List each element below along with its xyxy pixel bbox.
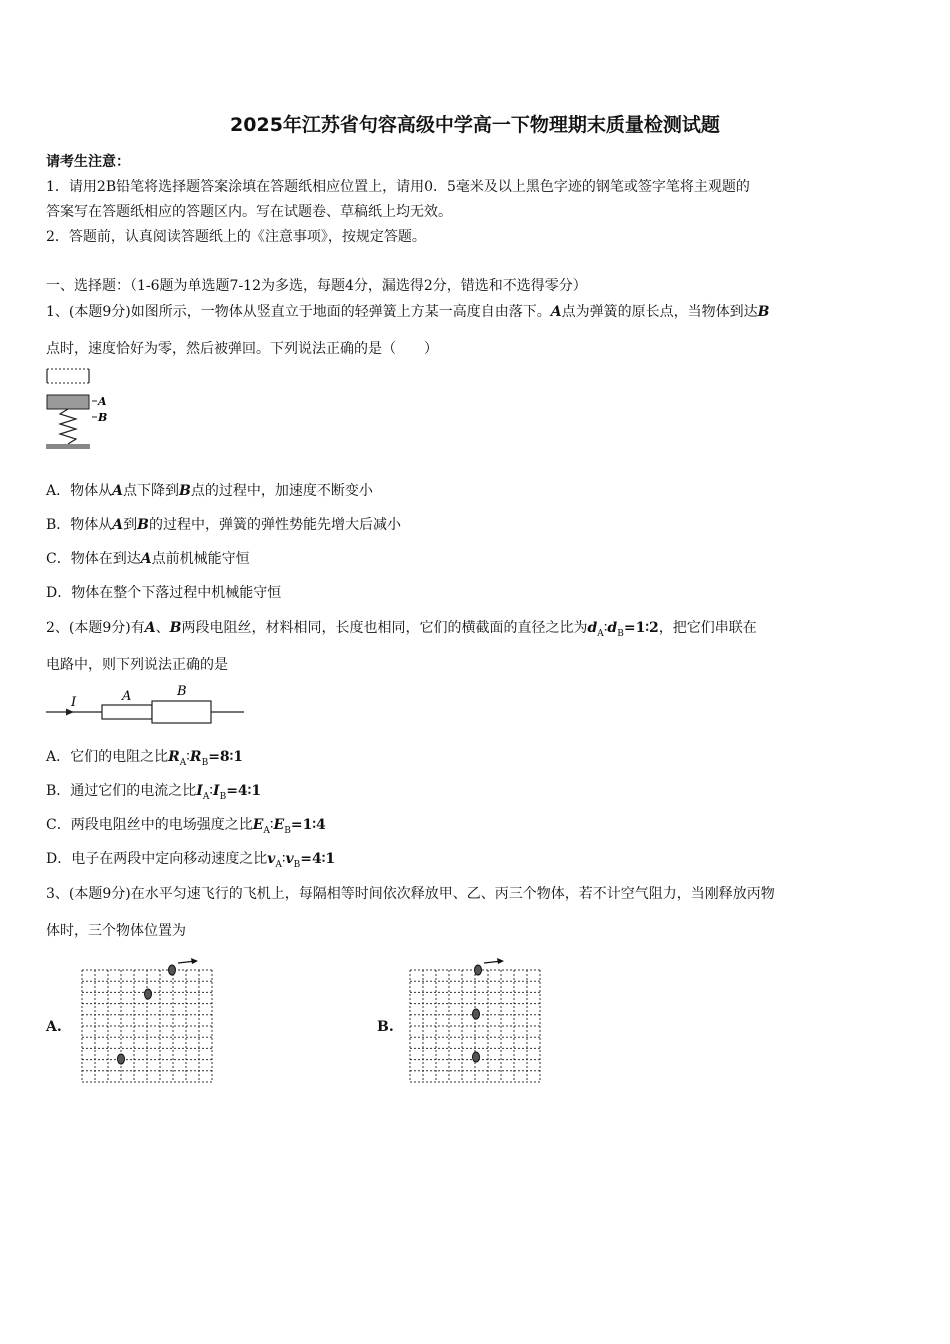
q1-spring-figure bbox=[44, 366, 124, 456]
q3-option-a-label[interactable]: A. bbox=[46, 1019, 62, 1035]
object-bing bbox=[118, 1054, 125, 1064]
object-jia bbox=[475, 965, 482, 975]
q3-figure-b bbox=[408, 956, 544, 1086]
notice-line-2: 2．答题前，认真阅读答题纸上的《注意事项》，按规定答题。 bbox=[46, 229, 426, 245]
q1-option-c[interactable]: C．物体在到达A点前机械能守恒 bbox=[46, 551, 250, 567]
q2-option-b[interactable]: B．通过它们的电流之比$I_A∶I_B=4∶1$ bbox=[46, 783, 262, 802]
q1-point-a: A bbox=[550, 304, 562, 320]
page-title: 2025年江苏省句容高级中学高一下物理期末质量检测试题 bbox=[230, 114, 720, 136]
q3-figure-a bbox=[80, 956, 216, 1086]
q3-stem-b: 体时，三个物体位置为 bbox=[46, 923, 186, 939]
spring bbox=[60, 409, 76, 444]
object-bing bbox=[473, 1052, 480, 1062]
fig-current-label: I bbox=[71, 695, 77, 710]
q3-option-b-label[interactable]: B. bbox=[377, 1019, 394, 1035]
q1-stem-b: 点为弹簧的原长点，当物体到达 bbox=[561, 304, 758, 320]
resistor-b bbox=[152, 701, 211, 723]
q1-stem-c: 点时，速度恰好为零，然后被弹回。下列说法正确的是（ ） bbox=[46, 341, 438, 357]
q1-option-b[interactable]: B．物体从A到B的过程中，弹簧的弹性势能先增大后减小 bbox=[46, 517, 402, 533]
q3-stem-a: 3、(本题9分)在水平匀速飞行的飞机上，每隔相等时间依次释放甲、乙、丙三个物体，若不计空气阻力，当刚释放丙物 bbox=[46, 886, 775, 902]
q2-option-d[interactable]: D．电子在两段中定向移动速度之比$v_A∶v_B=4∶1$ bbox=[46, 851, 336, 870]
q2-stem-d: 电路中，则下列说法正确的是 bbox=[46, 657, 228, 673]
q1-point-b: B bbox=[757, 304, 770, 320]
fig-resistor-b-label: B bbox=[177, 684, 187, 699]
section-heading: 一、选择题：（1-6题为单选题7-12为多选，每题4分，漏选得2分，错选和不选得零分） bbox=[46, 278, 587, 294]
notice-line-1b: 答案写在答题纸相应的答题区内。写在试题卷、草稿纸上均无效。 bbox=[46, 204, 452, 220]
q1-option-d[interactable]: D．物体在整个下落过程中机械能守恒 bbox=[46, 585, 282, 601]
fig-resistor-a-label: A bbox=[122, 689, 132, 704]
q1-stem-a: 1、(本题9分)如图所示，一物体从竖直立于地面的轻弹簧上方某一高度自由落下。 bbox=[46, 304, 551, 320]
ground bbox=[46, 444, 90, 449]
velocity-arrow-icon bbox=[191, 958, 198, 964]
fig-label-a: A bbox=[98, 395, 107, 408]
dotted-grid bbox=[82, 970, 212, 1082]
resistor-a bbox=[102, 705, 152, 719]
notice-line-1: 1．请用2B铅笔将选择题答案涂填在答题纸相应位置上，请用0．5毫米及以上黑色字迹的钢笔或签字笔将主观题的 bbox=[46, 179, 750, 195]
dashed-block-outline bbox=[47, 369, 89, 383]
q2-circuit-figure bbox=[44, 682, 249, 726]
notice-heading: 请考生注意： bbox=[46, 154, 130, 170]
q1-option-a[interactable]: A．物体从A点下降到B点的过程中，加速度不断变小 bbox=[46, 483, 373, 499]
fig-label-b: B bbox=[98, 411, 108, 424]
object-yi bbox=[145, 989, 152, 999]
block bbox=[47, 395, 89, 409]
q2-stem-line1: 2、(本题9分)有A、B两段电阻丝，材料相同，长度也相同，它们的横截面的直径之比为$d_A∶d_B=1∶2$，把它们串联在 bbox=[46, 620, 757, 639]
q1-stem-line1 bbox=[46, 302, 916, 322]
q2-option-c[interactable]: C．两段电阻丝中的电场强度之比$E_A∶E_B=1∶4$ bbox=[46, 817, 326, 836]
object-jia bbox=[169, 965, 176, 975]
q2-option-a[interactable]: A．它们的电阻之比$R_A∶R_B=8∶1$ bbox=[46, 749, 244, 768]
velocity-arrow-icon bbox=[497, 958, 504, 964]
dotted-grid bbox=[410, 970, 540, 1082]
object-yi bbox=[473, 1009, 480, 1019]
